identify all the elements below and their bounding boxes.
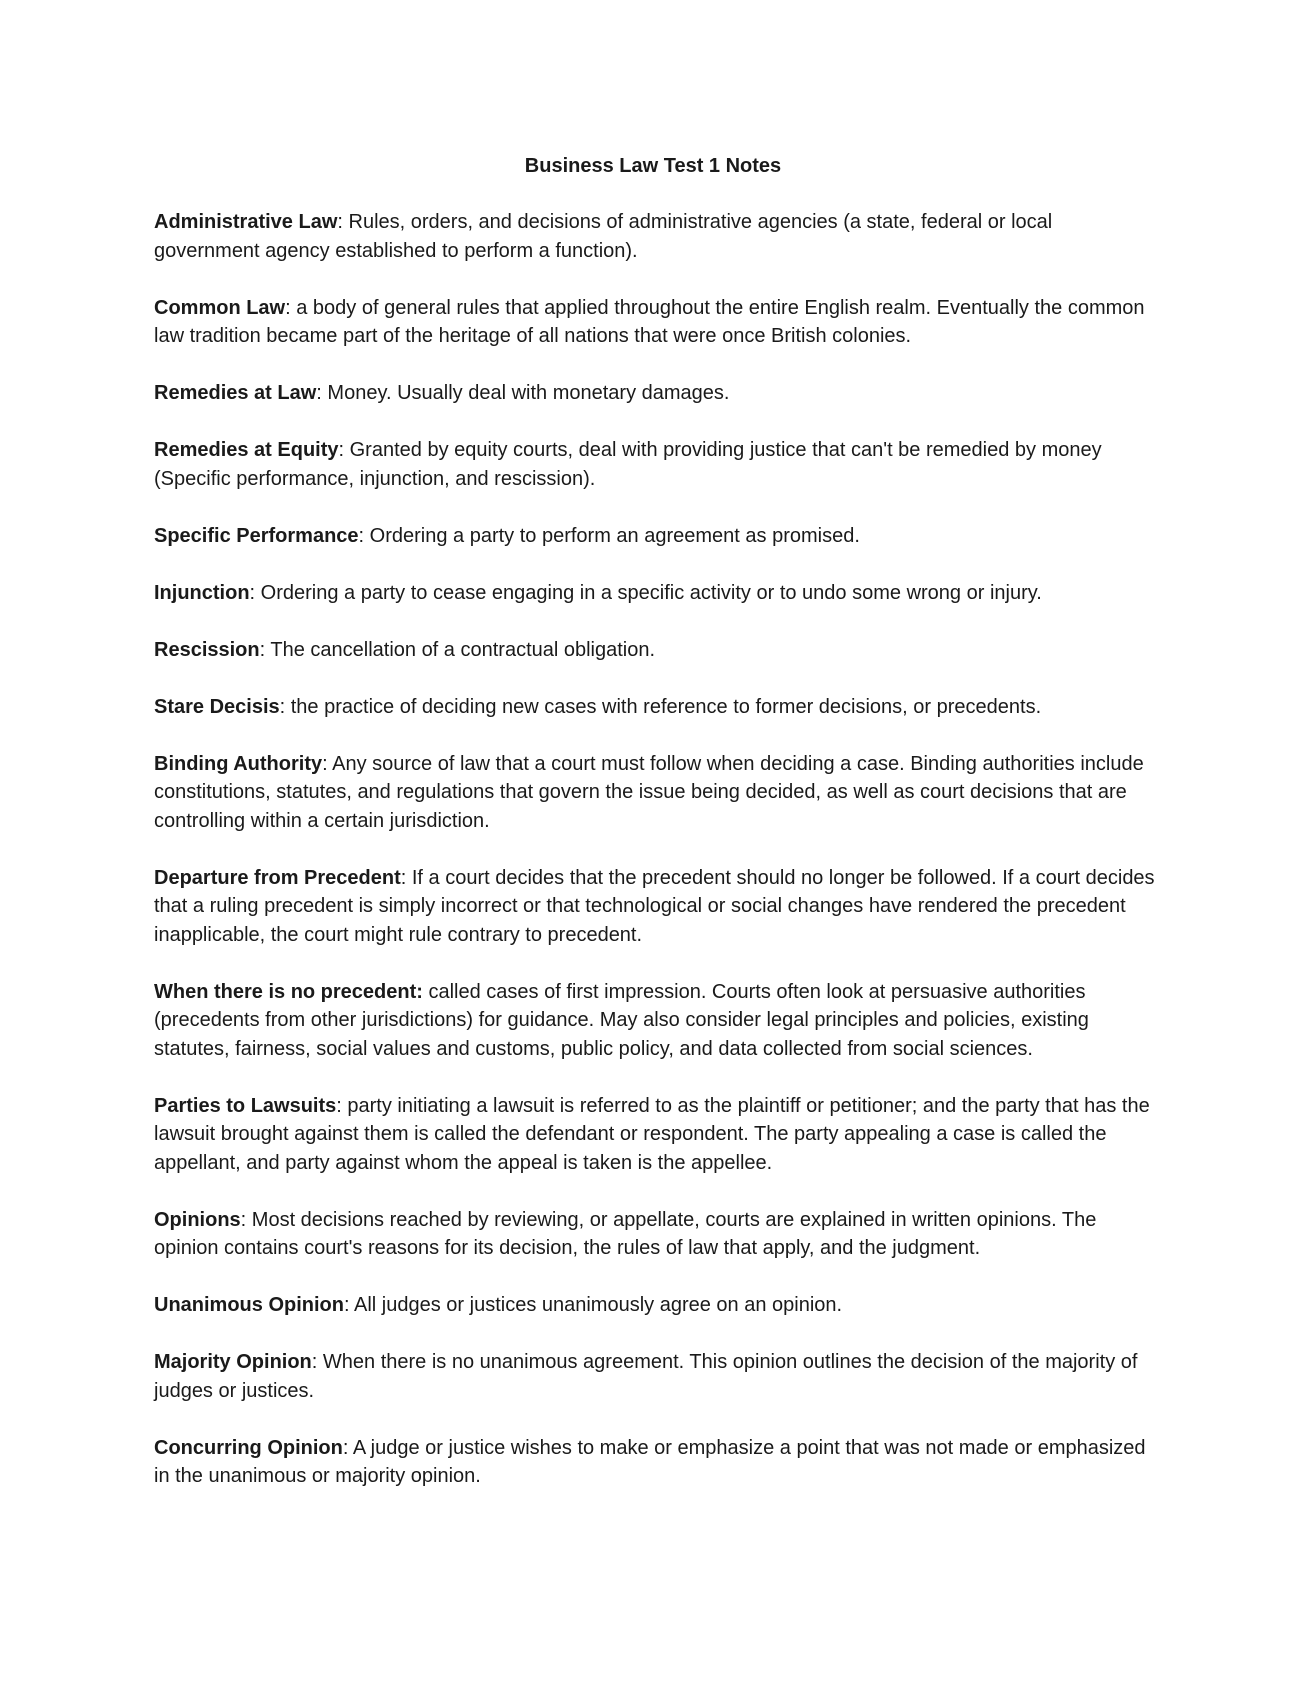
note-definition: : When there is no unanimous agreement. This opinion outlines the decision of the majority of judges or justices. — [154, 1351, 1138, 1402]
note-definition: : The cancellation of a contractual obligation. — [259, 638, 656, 661]
note-entry — [154, 750, 1160, 836]
note-term: Administrative Law — [154, 211, 338, 233]
note-term: Departure from Precedent — [154, 866, 401, 889]
note-term: Concurring Opinion — [154, 1436, 343, 1459]
note-term: Specific Performance — [154, 524, 359, 547]
note-entry — [154, 294, 1160, 351]
note-entry — [154, 1434, 1160, 1491]
note-definition: : Money. Usually deal with monetary damages. — [316, 382, 730, 404]
note-entry — [154, 864, 1160, 950]
note-term: When there is no precedent: — [154, 980, 423, 1003]
note-term: Remedies at Equity — [154, 439, 339, 461]
note-definition: : All judges or justices unanimously agree on an opinion. — [344, 1294, 843, 1316]
note-entry — [154, 693, 1160, 722]
note-entry — [154, 636, 1160, 665]
note-entry — [154, 579, 1160, 608]
note-term: Injunction — [154, 581, 250, 604]
note-entry — [154, 1206, 1160, 1263]
note-term: Unanimous Opinion — [154, 1294, 344, 1316]
note-definition: : Ordering a party to perform an agreement as promised. — [358, 524, 860, 547]
note-entry — [154, 1092, 1160, 1178]
note-definition: : Ordering a party to cease engaging in a specific activity or to undo some wrong or injury. — [249, 581, 1042, 604]
note-term: Binding Authority — [154, 752, 323, 775]
note-entry — [154, 379, 1160, 408]
note-term: Parties to Lawsuits — [154, 1094, 337, 1117]
note-definition: : A judge or justice wishes to make or emphasize a point that was not made or emphasized in the unanimous or majority opinion. — [154, 1436, 1146, 1487]
note-term: Stare Decisis — [154, 695, 280, 718]
note-definition: : the practice of deciding new cases with reference to former decisions, or precedents. — [279, 695, 1042, 718]
note-definition: : Any source of law that a court must follow when deciding a case. Binding authorities include constitutions, statutes, and regulations that govern the issue being decided, as well as court decisions that are controlling within a certain jurisdiction. — [154, 752, 1144, 832]
note-definition: : a body of general rules that applied throughout the entire English realm. Eventually the common law tradition became part of the heritage of all nations that were once British colonies. — [154, 296, 1145, 347]
note-term: Opinions — [154, 1208, 241, 1231]
note-definition: : Rules, orders, and decisions of administrative agencies (a state, federal or local government agency established to perform a function). — [154, 211, 1053, 262]
note-entry — [154, 1291, 1160, 1320]
note-definition: : Most decisions reached by reviewing, or appellate, courts are explained in written opinions. The opinion contains court's reasons for its decision, the rules of law that apply, and the judgment. — [154, 1208, 1097, 1259]
note-term: Majority Opinion — [154, 1351, 312, 1373]
notes-list — [154, 208, 1160, 1519]
note-definition: called cases of first impression. Courts often look at persuasive authorities (precedents from other jurisdictions) for guidance. May also consider legal principles and policies, existing statutes, fairness, social values and customs, public policy, and data collected from social sciences. — [154, 980, 1089, 1060]
document-title: Business Law Test 1 Notes — [524, 155, 782, 177]
note-term: Common Law — [154, 296, 286, 319]
note-term: Rescission — [154, 638, 260, 661]
note-definition: : party initiating a lawsuit is referred to as the plaintiff or petitioner; and the party that has the lawsuit brought against them is called the defendant or respondent. The party appealing a case is called the appellant, and party against whom the appeal is taken is the appellee. — [154, 1094, 1150, 1174]
note-term: Remedies at Law — [154, 382, 317, 404]
note-definition: : Granted by equity courts, deal with providing justice that can't be remedied by money (Specific performance, injunction, and rescission). — [154, 439, 1102, 490]
note-entry — [154, 208, 1160, 265]
note-entry — [154, 978, 1160, 1064]
note-definition: : If a court decides that the precedent should no longer be followed. If a court decides that a ruling precedent is simply incorrect or that technological or social changes have rendered the precedent inapplicable, the court might rule contrary to precedent. — [154, 866, 1155, 946]
note-entry — [154, 1348, 1160, 1405]
note-entry — [154, 522, 1160, 551]
note-entry — [154, 436, 1160, 493]
